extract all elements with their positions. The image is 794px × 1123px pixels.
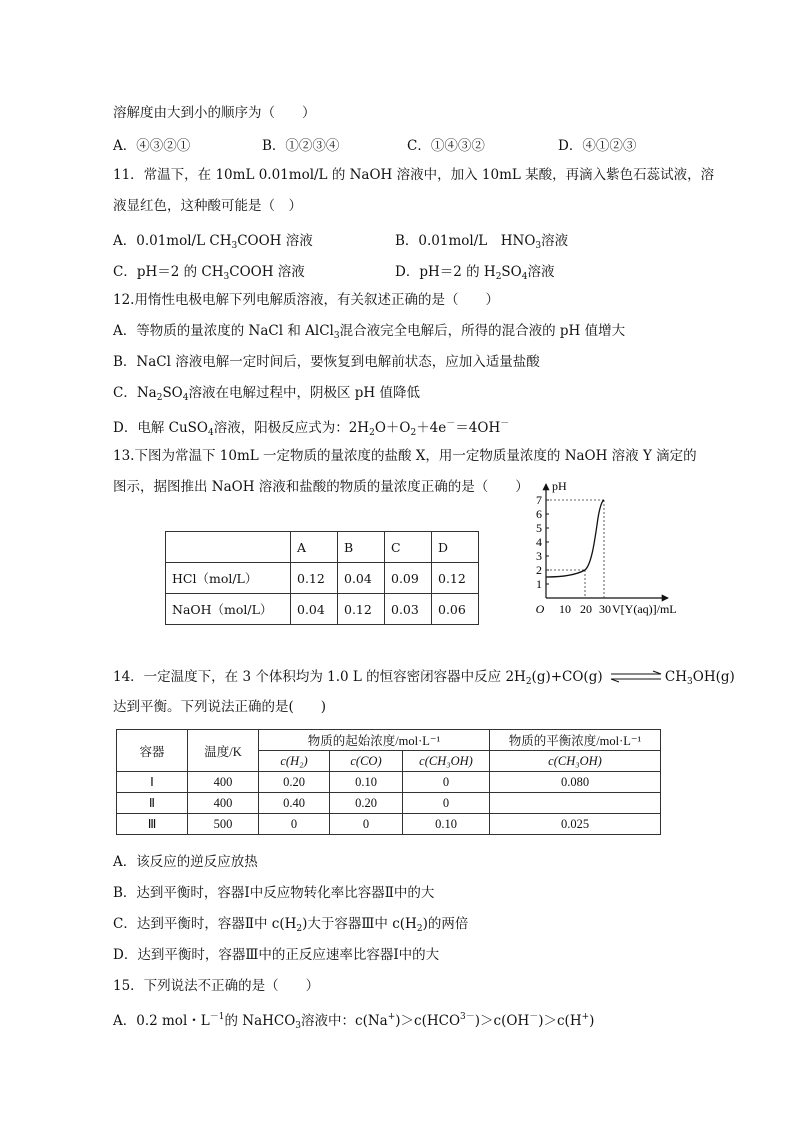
header-temperature: 温度/K	[188, 730, 259, 772]
x-tick-label: 30	[599, 602, 611, 616]
table-cell: 0.12	[432, 563, 479, 594]
table-cell: 0.12	[291, 563, 338, 594]
table-cell: 0.09	[385, 563, 432, 594]
q14-stem-line2: 达到平衡。下列说法正确的是( )	[113, 699, 327, 715]
subheader-ch3oh: c(CH₃OH)	[403, 751, 490, 772]
subheader-eq-ch3oh: c(CH₃OH)	[490, 751, 661, 772]
y-tick-label: 3	[536, 549, 542, 563]
q14-stem-line1: 14．一定温度下，在 3 个体积均为 1.0 L 的恒容密闭容器中反应 $2H_2(g)+CO(g)$ $CH_3OH(g)$	[113, 669, 735, 687]
x-tick-label: 20	[580, 602, 592, 616]
table-header-c: C	[385, 532, 432, 563]
header-container: 容器	[117, 730, 188, 772]
q10-option-c: C．①④③②	[407, 138, 485, 154]
table-cell: 0.025	[490, 814, 661, 835]
q12-option-d: D．电解 CuSO$_4$溶液，阳极反应式为：$2H_2O+O_2+4e^-=4OH^-$	[113, 419, 510, 438]
subheader-h2: c(H₂)	[259, 751, 330, 772]
table-cell: 0	[330, 814, 403, 835]
q10-option-d: D．④①②③	[558, 138, 637, 154]
table-cell: 0.04	[338, 563, 385, 594]
q13-stem-line2: 图示，据图推出 NaOH 溶液和盐酸的物质的量浓度正确的是（ ）	[113, 479, 529, 495]
q15-option-a: A．0.2 mol・$L^{-1}$的 NaHCO$_3$溶液中：$c(Na^+)>c(HCO^{3-})>c(OH^-)>c(H^+)$	[113, 1012, 595, 1031]
q15-stem: 15．下列说法不正确的是（ ）	[113, 978, 320, 994]
table-row	[117, 730, 661, 751]
table-cell: 0.20	[259, 772, 330, 793]
q13-stem-line1: 13.下图为常温下 10mL 一定物质的量浓度的盐酸 X，用一定物质量浓度的 NaOH 溶液 Y 滴定的	[113, 448, 697, 464]
q12-stem: 12.用惰性电极电解下列电解质溶液，有关叙述正确的是（ ）	[113, 292, 499, 308]
q10-option-a: A．④③②①	[113, 138, 191, 154]
table-row	[117, 772, 661, 793]
table-header-a: A	[291, 532, 338, 563]
table-cell: 0	[403, 772, 490, 793]
q11-option-d: D．pH＝2 的 $H_2SO_4$溶液	[395, 264, 555, 282]
table-row	[117, 793, 661, 814]
table-cell: 0.12	[338, 594, 385, 625]
table-cell	[166, 532, 291, 563]
y-tick-label: 6	[536, 507, 542, 521]
y-tick-label: 7	[536, 493, 542, 507]
table-row	[166, 532, 479, 563]
table-cell: Ⅰ	[117, 772, 188, 793]
table-cell: Ⅱ	[117, 793, 188, 814]
q11-stem-line1: 11．常温下，在 10mL 0.01mol/L 的 NaOH 溶液中，加入 10mL 某酸，再滴入紫色石蕊试液，溶	[113, 167, 715, 183]
subheader-co: c(CO)	[330, 751, 403, 772]
q14-data-table	[116, 729, 661, 835]
table-cell: 400	[188, 793, 259, 814]
table-cell: 0.04	[291, 594, 338, 625]
y-tick-label: 5	[536, 521, 542, 535]
q12-option-a: A．等物质的量浓度的 NaCl 和 AlCl$_3$混合液完全电解后，所得的混合液的 pH 值增大	[113, 323, 626, 341]
table-cell: 500	[188, 814, 259, 835]
table-row	[166, 594, 479, 625]
titration-curve	[546, 500, 604, 577]
table-cell: Ⅲ	[117, 814, 188, 835]
q11-option-c: C．pH＝2 的 $CH_3COOH$ 溶液	[113, 264, 305, 282]
q13-answer-table	[165, 531, 479, 625]
table-cell: HCl（mol/L）	[166, 563, 291, 594]
table-cell: 0	[403, 793, 490, 814]
y-tick-label: 2	[536, 563, 542, 577]
q14-option-c: C．达到平衡时，容器Ⅱ中 $c(H_2)$大于容器Ⅲ中 $c(H_2)$的两倍	[113, 916, 469, 934]
table-header-b: B	[338, 532, 385, 563]
table-cell: 0.20	[330, 793, 403, 814]
table-cell: NaOH（mol/L）	[166, 594, 291, 625]
origin-label: O	[535, 602, 545, 616]
y-tick-label: 1	[536, 577, 542, 591]
table-cell: 0.10	[403, 814, 490, 835]
table-cell: 0.10	[330, 772, 403, 793]
table-cell: 0.03	[385, 594, 432, 625]
x-axis-label: V[Y(aq)]/mL	[612, 602, 677, 616]
table-cell: 0.080	[490, 772, 661, 793]
x-tick-label: 10	[559, 602, 571, 616]
q12-option-c: C．$Na_2SO_4$溶液在电解过程中，阴极区 pH 值降低	[113, 385, 420, 403]
q10-option-b: B．①②③④	[262, 138, 340, 154]
q14-option-b: B．达到平衡时，容器Ⅰ中反应物转化率比容器Ⅱ中的大	[113, 885, 435, 901]
q14-option-a: A．该反应的逆反应放热	[113, 854, 258, 870]
equilibrium-arrow-icon	[607, 670, 665, 684]
q11-stem-line2: 液显红色，这种酸可能是（ ）	[113, 198, 302, 214]
q10-stem-tail: 溶解度由大到小的顺序为（ ）	[113, 105, 316, 121]
y-axis-label: pH	[552, 479, 567, 493]
table-row	[166, 563, 479, 594]
q11-option-a: A．0.01mol/L $CH_3COOH$ 溶液	[113, 233, 313, 251]
titration-curve-graph	[518, 478, 688, 618]
table-row	[117, 814, 661, 835]
table-header-d: D	[432, 532, 479, 563]
table-cell: 0.06	[432, 594, 479, 625]
q12-option-b: B．NaCl 溶液电解一定时间后，要恢复到电解前状态，应加入适量盐酸	[113, 354, 540, 370]
q14-option-d: D．达到平衡时，容器Ⅲ中的正反应速率比容器Ⅰ中的大	[113, 947, 440, 963]
header-equilibrium-concentration: 物质的平衡浓度/mol·L⁻¹	[490, 730, 661, 751]
table-cell: 0	[259, 814, 330, 835]
table-cell: 0.40	[259, 793, 330, 814]
y-tick-label: 4	[536, 535, 542, 549]
table-cell: 400	[188, 772, 259, 793]
q11-option-b: B．0.01mol/L $HNO_3$溶液	[395, 233, 569, 251]
header-initial-concentration: 物质的起始浓度/mol·L⁻¹	[259, 730, 490, 751]
table-cell	[490, 793, 661, 814]
